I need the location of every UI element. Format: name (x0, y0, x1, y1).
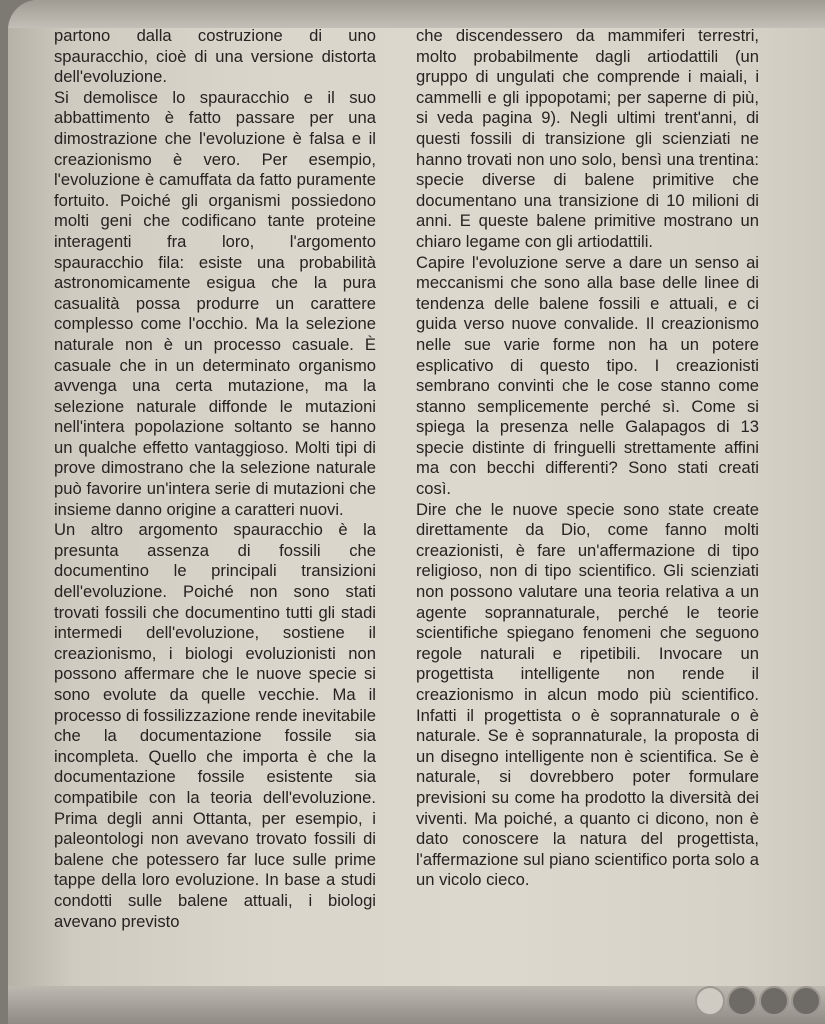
left-text-column (54, 26, 376, 932)
decorative-dot-icon (759, 986, 789, 1016)
book-page (8, 0, 825, 1024)
left-paragraph-1: partono dalla costruzione di uno spauracchio, cioè di una versione distorta dell'evoluzione. (54, 26, 376, 87)
footer-decorative-dots (695, 986, 821, 1016)
decorative-dot-icon (695, 986, 725, 1016)
right-paragraph-1: che discendessero da mammiferi terrestri, molto probabilmente dagli artiodattili (un gruppo di ungulati che comprende i maiali, i cammelli e gli ippopotami; per saperne di più, si veda pagina 9). Negli ultimi trent'anni, di questi fossili di transizione gli scienziati ne hanno trovati non uno solo, bensì una trentina: specie diverse di balene primitive che documentano una transizione di 10 milioni di anni. E queste balene primitive mostrano un chiaro legame con gli artiodattili. (416, 26, 759, 251)
right-paragraph-3: Dire che le nuove specie sono state create direttamente da Dio, come fanno molti creazionisti, è fare un'affermazione di tipo religioso, non di tipo scientifico. Gli scienziati non possono valutare una teoria relativa a un agente soprannaturale, perché le teorie scientifiche spiegano fenomeni che seguono regole naturali e ripetibili. Invocare un progettista intelligente non rende il creazionismo in alcun modo più scientifico. Infatti il progettista o è soprannaturale o è naturale. Se è soprannaturale, la proposta di un disegno intelligente non è scientifica. Se è naturale, si dovrebbero poter formulare previsioni su come ha prodotto la diversità dei viventi. Ma poiché, a quanto ci dicono, non è dato conoscere la natura del progettista, l'affermazione sul piano scientifico porta solo a un vicolo cieco. (416, 499, 759, 890)
left-paragraph-2: Si demolisce lo spauracchio e il suo abbattimento è fatto passare per una dimostrazione che l'evoluzione è falsa e il creazionismo è vero. Per esempio, l'evoluzione è camuffata da fatto puramente fortuito. Poiché gli organismi possiedono molti geni che codificano tante proteine interagenti fra loro, l'argomento spauracchio fila: esiste una probabilità astronomicamente esigua che la pura casualità possa produrre un carattere complesso come l'occhio. Ma la selezione naturale non è un processo casuale. È casuale che in un determinato organismo avvenga una certa mutazione, ma la selezione naturale diffonde le mutazioni nell'intera popolazione soltanto se hanno un qualche effetto vantaggioso. Molti tipi di prove dimostrano che la selezione naturale può favorire un'intera serie di mutazioni che insieme danno origine a caratteri nuovi. (54, 87, 376, 519)
decorative-dot-icon (727, 986, 757, 1016)
decorative-dot-icon (791, 986, 821, 1016)
page-top-edge (8, 0, 825, 28)
right-text-column (416, 26, 759, 891)
left-paragraph-3: Un altro argomento spauracchio è la presunta assenza di fossili che documentino le principali transizioni dell'evoluzione. Poiché non sono stati trovati fossili che documentino tutti gli stadi intermedi dell'evoluzione, sostiene il creazionismo, i biologi evoluzionisti non possono affermare che le nuove specie si sono evolute da quelle vecchie. Ma il processo di fossilizzazione rende inevitabile che la documentazione fossile sia incompleta. Quello che importa è che la documentazione fossile esistente sia compatibile con la teoria dell'evoluzione. Prima degli anni Ottanta, per esempio, i paleontologi non avevano trovato fossili di balene che potessero far luce sulle prime tappe della loro evoluzione. In base a studi condotti sulle balene attuali, i biologi avevano previsto (54, 520, 376, 931)
right-paragraph-2: Capire l'evoluzione serve a dare un senso ai meccanismi che sono alla base delle linee di tendenza delle balene fossili e attuali, e ci guida verso nuove convalide. Il creazionismo nelle sue varie forme non ha un potere esplicativo di questo tipo. I creazionisti sembrano convinti che le cose stanno come stanno semplicemente perché sì. Come si spiega la presenza nelle Galapagos di 13 specie distinte di fringuelli strettamente affini ma con becchi differenti? Sono stati creati così. (416, 252, 759, 499)
